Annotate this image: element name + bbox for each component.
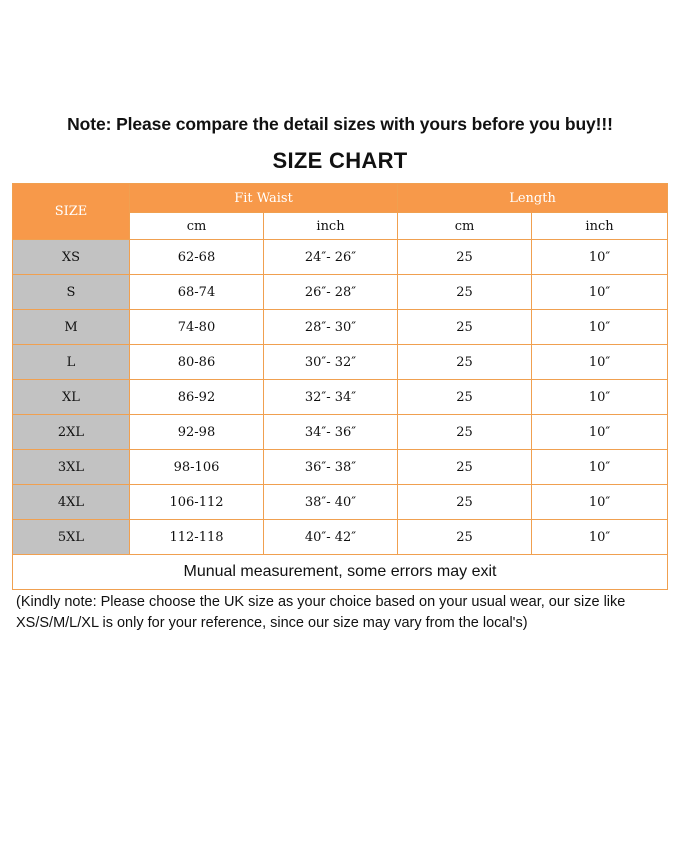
- length-header: Length: [398, 184, 668, 213]
- length-cm-cell: 25: [398, 485, 532, 520]
- table-row: [13, 345, 668, 380]
- length-inch-header: inch: [532, 213, 668, 240]
- size-cell: 2XL: [13, 415, 130, 450]
- waist-cm-cell: 74-80: [130, 310, 264, 345]
- waist-cm-cell: 106-112: [130, 485, 264, 520]
- table-row: [13, 450, 668, 485]
- length-inch-cell: 10″: [532, 380, 668, 415]
- length-cm-cell: 25: [398, 345, 532, 380]
- length-cm-header: cm: [398, 213, 532, 240]
- table-row: [13, 520, 668, 555]
- size-cell: M: [13, 310, 130, 345]
- kindly-note: (Kindly note: Please choose the UK size as your choice based on your usual wear, our size like XS/S/M/L/XL is only for your reference, since our size may vary from the local's): [16, 594, 626, 631]
- size-chart-title: SIZE CHART: [272, 148, 408, 173]
- waist-inch-cell: 34″- 36″: [264, 415, 398, 450]
- footer-row: [13, 555, 668, 590]
- waist-inch-cell: 30″- 32″: [264, 345, 398, 380]
- length-inch-cell: 10″: [532, 450, 668, 485]
- size-cell: 4XL: [13, 485, 130, 520]
- table-row: [13, 240, 668, 275]
- waist-inch-cell: 36″- 38″: [264, 450, 398, 485]
- waist-inch-cell: 32″- 34″: [264, 380, 398, 415]
- waist-inch-cell: 40″- 42″: [264, 520, 398, 555]
- waist-cm-cell: 68-74: [130, 275, 264, 310]
- size-cell: XL: [13, 380, 130, 415]
- waist-inch-cell: 26″- 28″: [264, 275, 398, 310]
- fit-waist-header: Fit Waist: [130, 184, 398, 213]
- waist-cm-cell: 62-68: [130, 240, 264, 275]
- compare-note: Note: Please compare the detail sizes with yours before you buy!!!: [67, 114, 613, 134]
- length-inch-cell: 10″: [532, 310, 668, 345]
- header-row: [13, 184, 668, 213]
- length-cm-cell: 25: [398, 240, 532, 275]
- size-header: SIZE: [13, 184, 130, 240]
- waist-cm-cell: 112-118: [130, 520, 264, 555]
- measurement-note: Munual measurement, some errors may exit: [13, 555, 668, 590]
- size-cell: S: [13, 275, 130, 310]
- waist-inch-header: inch: [264, 213, 398, 240]
- length-cm-cell: 25: [398, 520, 532, 555]
- waist-cm-cell: 92-98: [130, 415, 264, 450]
- length-inch-cell: 10″: [532, 240, 668, 275]
- length-cm-cell: 25: [398, 415, 532, 450]
- length-inch-cell: 10″: [532, 275, 668, 310]
- table-row: [13, 485, 668, 520]
- waist-cm-header: cm: [130, 213, 264, 240]
- length-cm-cell: 25: [398, 310, 532, 345]
- table-row: [13, 380, 668, 415]
- length-inch-cell: 10″: [532, 485, 668, 520]
- length-cm-cell: 25: [398, 450, 532, 485]
- table-row: [13, 415, 668, 450]
- length-inch-cell: 10″: [532, 345, 668, 380]
- length-inch-cell: 10″: [532, 415, 668, 450]
- length-cm-cell: 25: [398, 275, 532, 310]
- table-row: [13, 275, 668, 310]
- length-cm-cell: 25: [398, 380, 532, 415]
- waist-cm-cell: 86-92: [130, 380, 264, 415]
- waist-inch-cell: 24″- 26″: [264, 240, 398, 275]
- size-cell: 5XL: [13, 520, 130, 555]
- size-chart-table: [12, 183, 668, 590]
- waist-inch-cell: 28″- 30″: [264, 310, 398, 345]
- table-row: [13, 310, 668, 345]
- waist-cm-cell: 98-106: [130, 450, 264, 485]
- waist-inch-cell: 38″- 40″: [264, 485, 398, 520]
- size-cell: 3XL: [13, 450, 130, 485]
- length-inch-cell: 10″: [532, 520, 668, 555]
- size-cell: L: [13, 345, 130, 380]
- waist-cm-cell: 80-86: [130, 345, 264, 380]
- size-cell: XS: [13, 240, 130, 275]
